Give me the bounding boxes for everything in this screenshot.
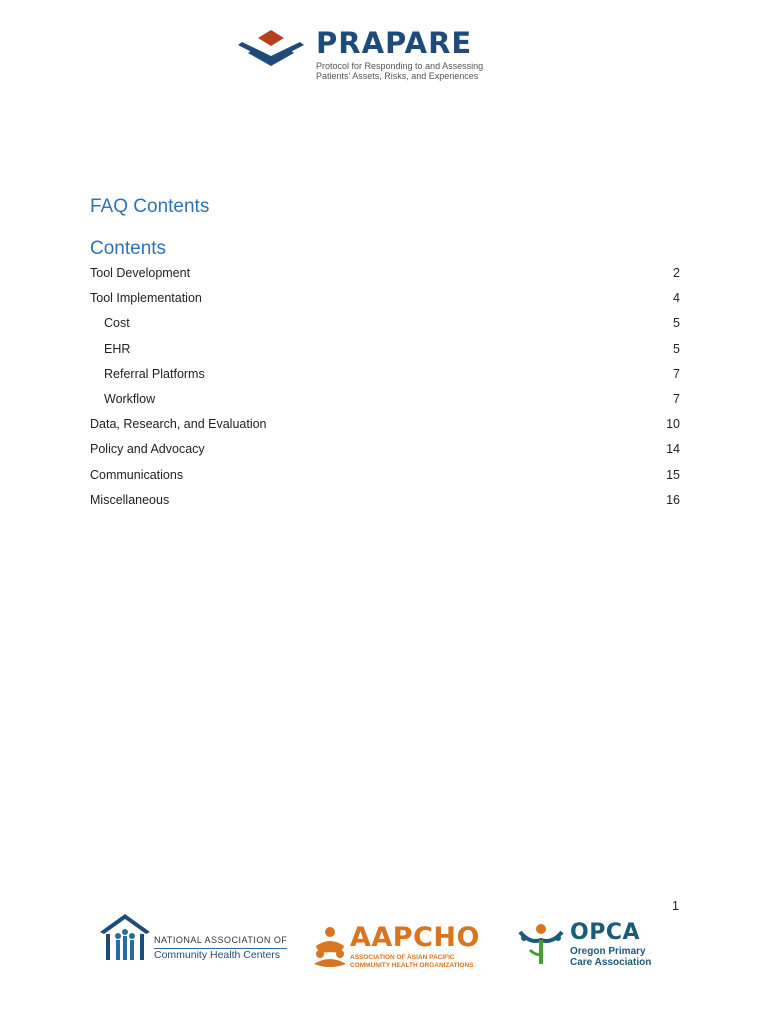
toc-entry-label[interactable]: Policy and Advocacy bbox=[90, 442, 205, 457]
toc-entry-label[interactable]: Data, Research, and Evaluation bbox=[90, 417, 267, 432]
nachc-line2: Community Health Centers bbox=[154, 949, 281, 961]
toc-entry-ehr[interactable] bbox=[90, 340, 680, 365]
toc-entry-page: 16 bbox=[666, 492, 680, 507]
page-title: FAQ Contents bbox=[90, 196, 210, 217]
opca-wordmark: OPCA bbox=[570, 920, 640, 945]
toc-entry-miscellaneous[interactable] bbox=[90, 491, 680, 516]
toc-entry-page: 5 bbox=[673, 341, 680, 356]
prapare-wordmark: PRAPARE bbox=[316, 26, 473, 60]
toc-entry-label[interactable]: Miscellaneous bbox=[90, 492, 170, 507]
toc-entry-label[interactable]: Referral Platforms bbox=[104, 366, 205, 381]
aapcho-logo bbox=[312, 922, 502, 972]
aapcho-sub1: ASSOCIATION OF ASIAN PACIFIC bbox=[350, 954, 455, 961]
toc-entry-page: 7 bbox=[673, 391, 680, 406]
table-of-contents bbox=[90, 264, 680, 516]
toc-entry-referral-platforms[interactable] bbox=[90, 365, 680, 390]
opca-figure-icon bbox=[516, 920, 566, 970]
toc-entry-page: 14 bbox=[666, 442, 680, 457]
aapcho-sub2: COMMUNITY HEALTH ORGANIZATIONS bbox=[350, 961, 474, 969]
toc-entry-policy-advocacy[interactable] bbox=[90, 440, 680, 465]
toc-entry-workflow[interactable] bbox=[90, 390, 680, 415]
toc-entry-communications[interactable] bbox=[90, 466, 680, 491]
aapcho-wordmark: AAPCHO bbox=[350, 922, 480, 953]
toc-entry-page: 2 bbox=[673, 266, 680, 280]
toc-entry-tool-implementation[interactable] bbox=[90, 289, 680, 314]
toc-entry-page: 10 bbox=[666, 417, 680, 432]
nachc-line1: NATIONAL ASSOCIATION OF bbox=[154, 934, 287, 949]
toc-entry-page: 5 bbox=[673, 316, 680, 331]
toc-heading: Contents bbox=[90, 238, 167, 259]
prapare-logo bbox=[238, 26, 528, 82]
toc-entry-label[interactable]: Tool Implementation bbox=[90, 291, 202, 306]
toc-entry-page: 15 bbox=[666, 467, 680, 482]
toc-entry-cost[interactable] bbox=[90, 314, 680, 339]
page-number: 1 bbox=[672, 899, 679, 913]
toc-entry-tool-development[interactable] bbox=[90, 264, 680, 289]
footer-logos bbox=[0, 912, 770, 972]
prapare-diamond-icon bbox=[238, 28, 304, 68]
prapare-tagline: Protocol for Responding to and Assessing Patients' Assets, Risks, and Experiences bbox=[316, 61, 484, 81]
aapcho-figures-icon bbox=[312, 924, 348, 968]
toc-entry-page: 7 bbox=[673, 366, 680, 381]
opca-sub1: Oregon Primary bbox=[570, 946, 646, 957]
toc-entry-label[interactable]: Workflow bbox=[104, 391, 156, 406]
opca-sub2: Care Association bbox=[570, 957, 652, 968]
toc-entry-label[interactable]: Communications bbox=[90, 467, 184, 482]
toc-entry-label[interactable]: Tool Development bbox=[90, 266, 191, 280]
toc-entry-page: 4 bbox=[673, 291, 680, 306]
toc-entry-label[interactable]: Cost bbox=[104, 316, 130, 331]
nachc-logo bbox=[98, 912, 298, 968]
nachc-house-icon bbox=[98, 912, 152, 964]
toc-entry-label[interactable]: EHR bbox=[104, 341, 131, 356]
toc-entry-data-research-evaluation[interactable] bbox=[90, 415, 680, 440]
opca-logo bbox=[516, 920, 666, 970]
